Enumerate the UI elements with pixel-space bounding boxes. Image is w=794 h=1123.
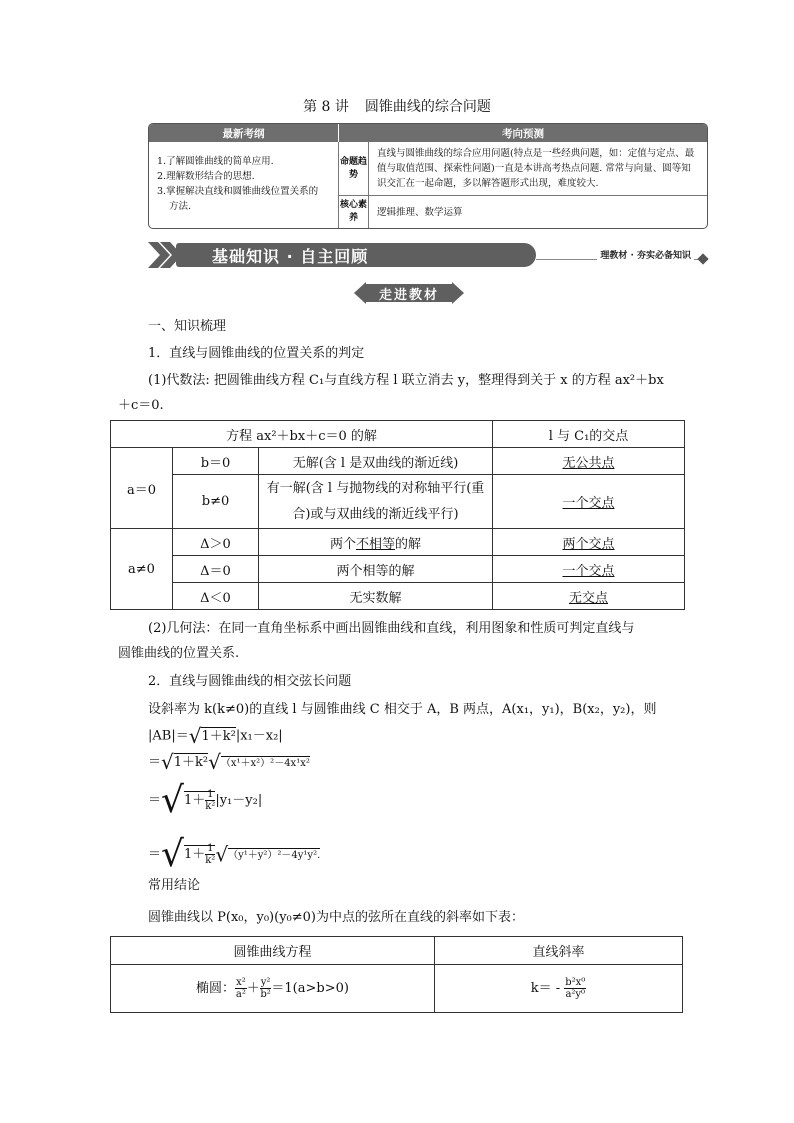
trend-label: 命题趋势 xyxy=(339,142,369,195)
banner-title: 基础知识 · 自主回顾 xyxy=(176,243,536,267)
outline-table xyxy=(148,123,708,229)
table-cell: 无交点 xyxy=(493,583,685,610)
table-cell: 无解(含 l 是双曲线的渐近线) xyxy=(259,448,493,475)
table-cell: k＝ - $\frac{\text{b²x⁰}}{\text{a²y⁰}}$ xyxy=(435,965,683,1013)
table-cell: Δ＜0 xyxy=(173,583,259,610)
outline-objectives: 1.了解圆锥曲线的简单应用. 2.理解数形结合的思想. 3.掌握解决直线和圆锥曲线位置关系的 方法. xyxy=(149,142,339,228)
table-cell: b≠0 xyxy=(173,475,259,529)
table-cell: 椭圆： $\frac{\text{x²}}{\text{a²}}$ ＋ $\frac{\text{y²}}{\text{b²}}$ ＝1(a>b>0) xyxy=(111,965,435,1013)
table-cell: Δ＞0 xyxy=(173,529,259,556)
core-text: 逻辑推理、数学运算 xyxy=(377,206,463,218)
paragraph-geometry: (2)几何法：在同一直角坐标系中画出圆锥曲线和直线，利用图象和性质可判定直线与 xyxy=(148,621,635,636)
trend-text: 直线与圆锥曲线的综合应用问题(特点是一些经典问题，如：定值与定点、最值与取值范围、探索性问题)一直是本讲高考热点问题. 常常与向量、圆等知识交汇在一起命题，多以解答题形式出现，难度较大. xyxy=(377,148,695,189)
section-heading: 一、知识梳理 xyxy=(148,319,227,334)
paragraph-algebra-cont: ＋c＝0. xyxy=(118,398,164,413)
group-cell: a≠0 xyxy=(111,529,173,610)
subheading-3: 常用结论 xyxy=(148,878,201,893)
formula-3: ＝√1＋ $\frac{1}{\text{k²}}$ |y₁－y₂| xyxy=(148,780,263,821)
paragraph-geometry-cont: 圆锥曲线的位置关系. xyxy=(118,646,240,661)
sub-section-badge: 走进教材 xyxy=(354,282,464,304)
bracket-right-icon xyxy=(452,282,464,304)
table-cell: 两个交点 xyxy=(493,529,685,556)
table-header: 直线斜率 xyxy=(435,937,683,965)
banner-tag: 理教材 · 夯实必备知识 xyxy=(597,248,694,261)
table-cell: 一个交点 xyxy=(493,475,685,529)
core-label: 核心素养 xyxy=(339,196,369,228)
outline-header-left: 最新考纲 xyxy=(149,124,339,142)
formula-2: ＝√1＋k²√（x¹＋x²）²－4x¹x² xyxy=(148,750,310,774)
slope-table xyxy=(110,936,683,1013)
table-cell: 两个相等的解 xyxy=(259,556,493,583)
table-cell: 有一解(含 l 与抛物线的对称轴平行(重合)或与双曲线的渐近线平行) xyxy=(259,475,493,529)
table-cell: 两个不相等的解 xyxy=(259,529,493,556)
formula-4: ＝√1＋ $\frac{1}{\text{k²}}$ √（y¹＋y²）²－4y¹y². xyxy=(148,834,321,875)
table-cell: 无实数解 xyxy=(259,583,493,610)
subheading-2: 2．直线与圆锥曲线的相交弦长问题 xyxy=(148,674,352,689)
page-title: 第 8 讲 圆锥曲线的综合问题 xyxy=(303,99,491,115)
table-cell: 一个交点 xyxy=(493,556,685,583)
formula-1: |AB|＝√1＋k²|x₁－x₂| xyxy=(148,724,283,748)
diamond-icon xyxy=(697,253,708,264)
table-header: 方程 ax²＋bx＋c＝0 的解 xyxy=(111,421,493,448)
table-cell: 无公共点 xyxy=(493,448,685,475)
subheading-1: 1．直线与圆锥曲线的位置关系的判定 xyxy=(148,346,365,361)
section-banner xyxy=(148,242,708,268)
table-cell: Δ＝0 xyxy=(173,556,259,583)
group-cell: a＝0 xyxy=(111,448,173,529)
paragraph-chord: 设斜率为 k(k≠0)的直线 l 与圆锥曲线 C 相交于 A，B 两点，A(x₁，y₁)，B(x₂，y₂)，则 xyxy=(148,702,657,717)
outline-header-right: 考向预测 xyxy=(502,127,544,140)
paragraph-algebra: (1)代数法: 把圆锥曲线方程 C₁与直线方程 l 联立消去 y，整理得到关于 x 的方程 ax²＋bx xyxy=(148,373,664,388)
table-header: l 与 C₁的交点 xyxy=(493,421,685,448)
paragraph-conclusion: 圆锥曲线以 P(x₀，y₀)(y₀≠0)为中点的弦所在直线的斜率如下表： xyxy=(148,910,524,925)
intersection-table xyxy=(110,420,685,610)
table-cell: b＝0 xyxy=(173,448,259,475)
table-header: 圆锥曲线方程 xyxy=(111,937,435,965)
